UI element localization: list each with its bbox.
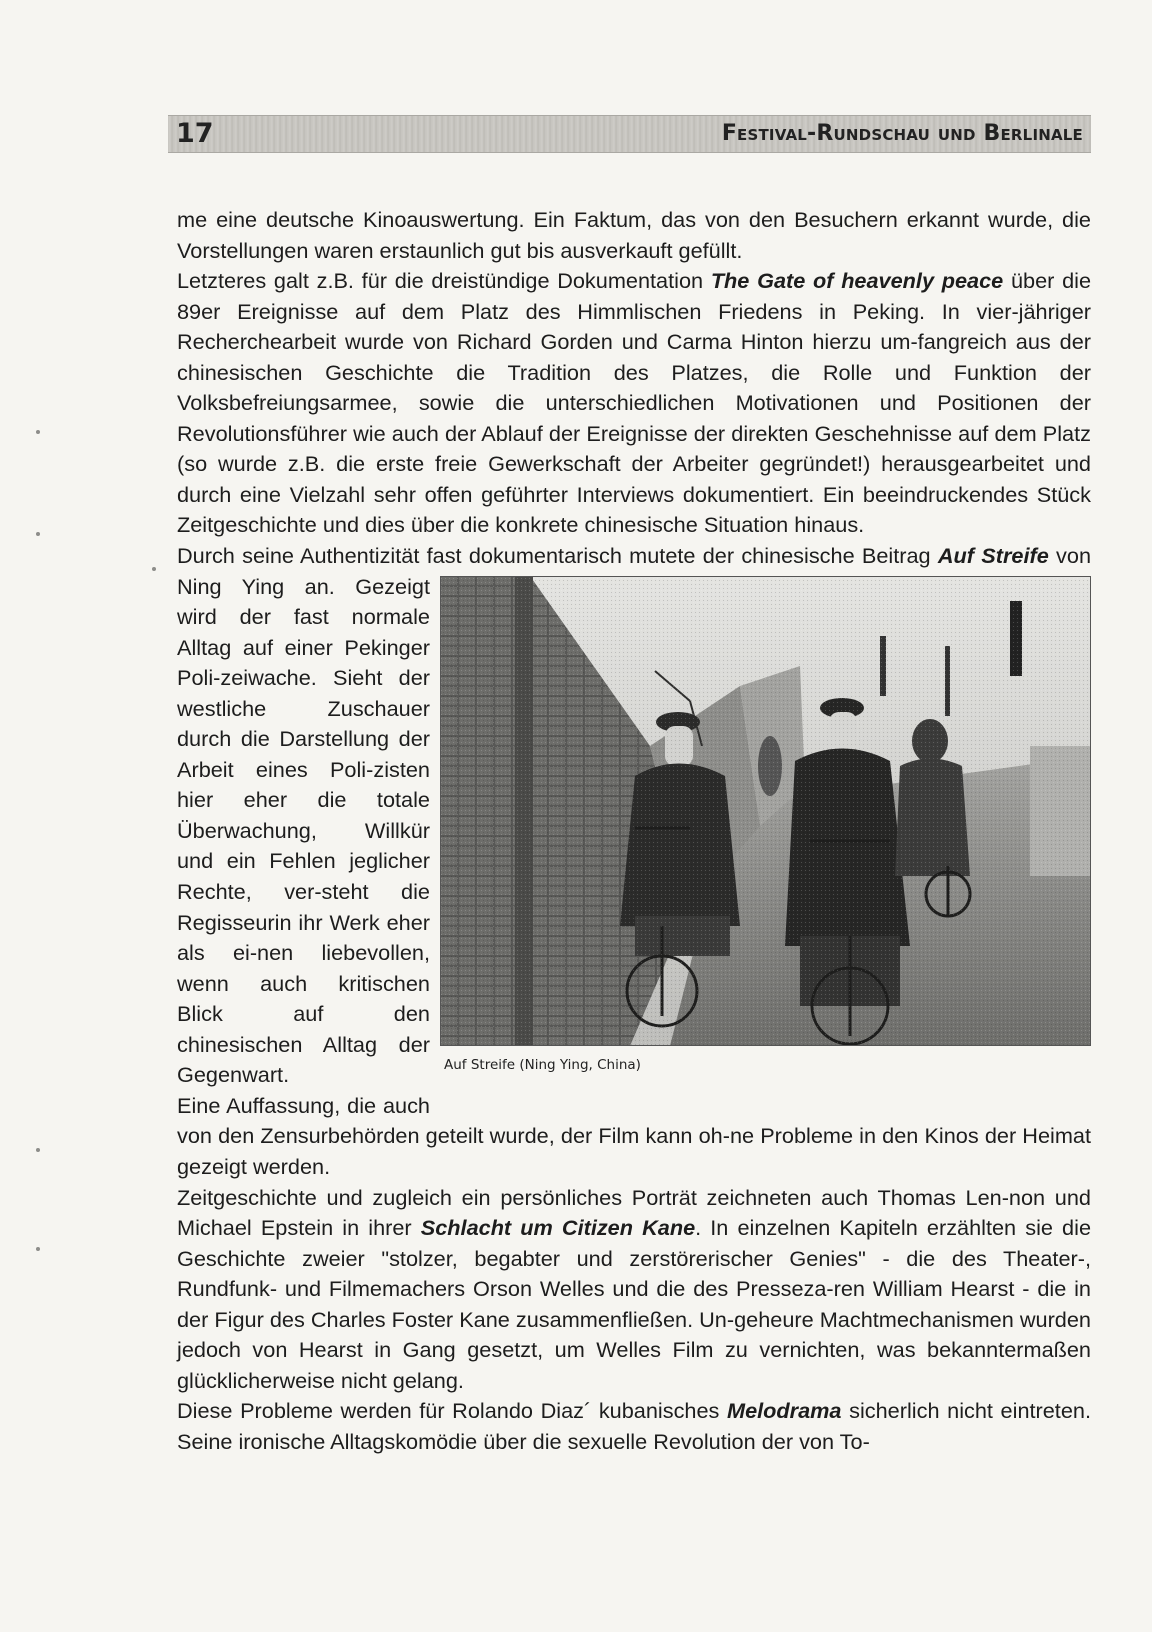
paragraph-3 [177,541,1091,1091]
film-title-melodrama: Melodrama [727,1398,842,1424]
film-title-gate-of-heavenly-peace: The Gate of heavenly peace [710,268,1004,294]
paragraph-5-text-b: . In einzelnen Kapiteln erzählten sie die Geschichte zweier "stolzer, begabter und zerstörerischer Genies" - die des Theater-, Rundfunk- und Filmemachers Orson Welles und die des Presseza-ren William Hearst - die in der Figur des Charles Foster Kane zusammenfließen. Un-geheure Machtmechanismen wurden jedoch von Hearst in Gang gesetzt, um Welles Film zu vernichten, was bekanntermaßen glücklicherweise nicht gelang. [177,1215,1092,1393]
paragraph-6-text-b: sicherlich nicht eintreten. Seine ironische Alltagskomödie über die sexuelle Revolution der von To- [177,1398,1091,1454]
paragraph-6 [177,1396,1091,1457]
paragraph-6-text-a: Diese Probleme werden für Rolando Diaz´ kubanisches [177,1398,727,1424]
paragraph-2 [177,266,1091,541]
paragraph-3-text-b: von Ning Ying an. Gezeigt wird der fast normale Alltag auf einer Pekinger Poli-zeiwache. Sieht der westliche Zuschauer durch die Darstellung der Arbeit eines Poli-zisten hier eher die totale Überwachung, Willkür und ein Fehlen jeglicher Rechte, ver-steht die Regisseurin ihr Werk eher als ei-nen liebevollen, wenn auch kritischen Blick auf den chinesischen Alltag der Gegenwart. [177,543,1092,1088]
paragraph-3-text-a: Durch seine Authentizität fast dokumentarisch mutete der chinesische Beitrag [177,543,938,569]
paragraph-1: me eine deutsche Kinoauswertung. Ein Faktum, das von den Besuchern erkannt wurde, die Vorstellungen waren erstaunlich gut bis ausverkauft gefüllt. [177,207,1091,263]
film-still-photo [440,576,1091,1046]
figure [440,572,1091,1093]
scan-speck [36,1247,40,1251]
figure-caption: Auf Streife (Ning Ying, China) [444,1056,641,1073]
paragraph-4: Eine Auffassung, die auch von den Zensurbehörden geteilt wurde, der Film kann oh-ne Probleme in den Kinos der Heimat gezeigt werden. [177,1092,1091,1179]
scan-speck [152,567,156,571]
article-body [177,205,1091,1457]
section-title: Festival-Rundschau und Berlinale [721,121,1083,146]
paragraph-5 [177,1183,1091,1397]
paragraph-2-text-b: über die 89er Ereignisse auf dem Platz des Himmlischen Friedens in Peking. In vier-jähriger Recherchearbeit wurde von Richard Gorden und Carma Hinton hierzu um-fangreich aus der chinesischen Geschichte die Tradition des Platzes, die Rolle und Funktion der Volksbefreiungsarmee, sowie die unterschiedlichen Motivationen und Positionen der Revolutionsführer wie auch der Ablauf der Ereignisse der direkten Geschehnisse auf dem Platz (so wurde z.B. die erste freie Gewerkschaft der Arbeiter gegründet!) herausgearbeitet und durch eine Vielzahl sehr offen geführter Interviews dokumentiert. Ein beeindruckendes Stück Zeitgeschichte und dies über die konkrete chinesische Situation hinaus. [177,268,1092,538]
film-title-auf-streife: Auf Streife [937,543,1049,569]
film-title-schlacht-um-citizen-kane: Schlacht um Citizen Kane [420,1215,696,1241]
paragraph-5-text-a: Zeitgeschichte und zugleich ein persönliches Porträt zeichneten auch Thomas Len-non und Michael Epstein in ihrer [177,1184,1091,1241]
film-still-image [440,576,1091,1046]
scan-speck [36,430,40,434]
paragraph-2-text-a: Letzteres galt z.B. für die dreistündige Dokumentation [177,268,711,294]
scan-speck [36,532,40,536]
running-header [168,115,1091,153]
scan-speck [36,1148,40,1152]
paragraph-3-with-figure [177,541,1091,1091]
page-number: 17 [176,118,214,149]
